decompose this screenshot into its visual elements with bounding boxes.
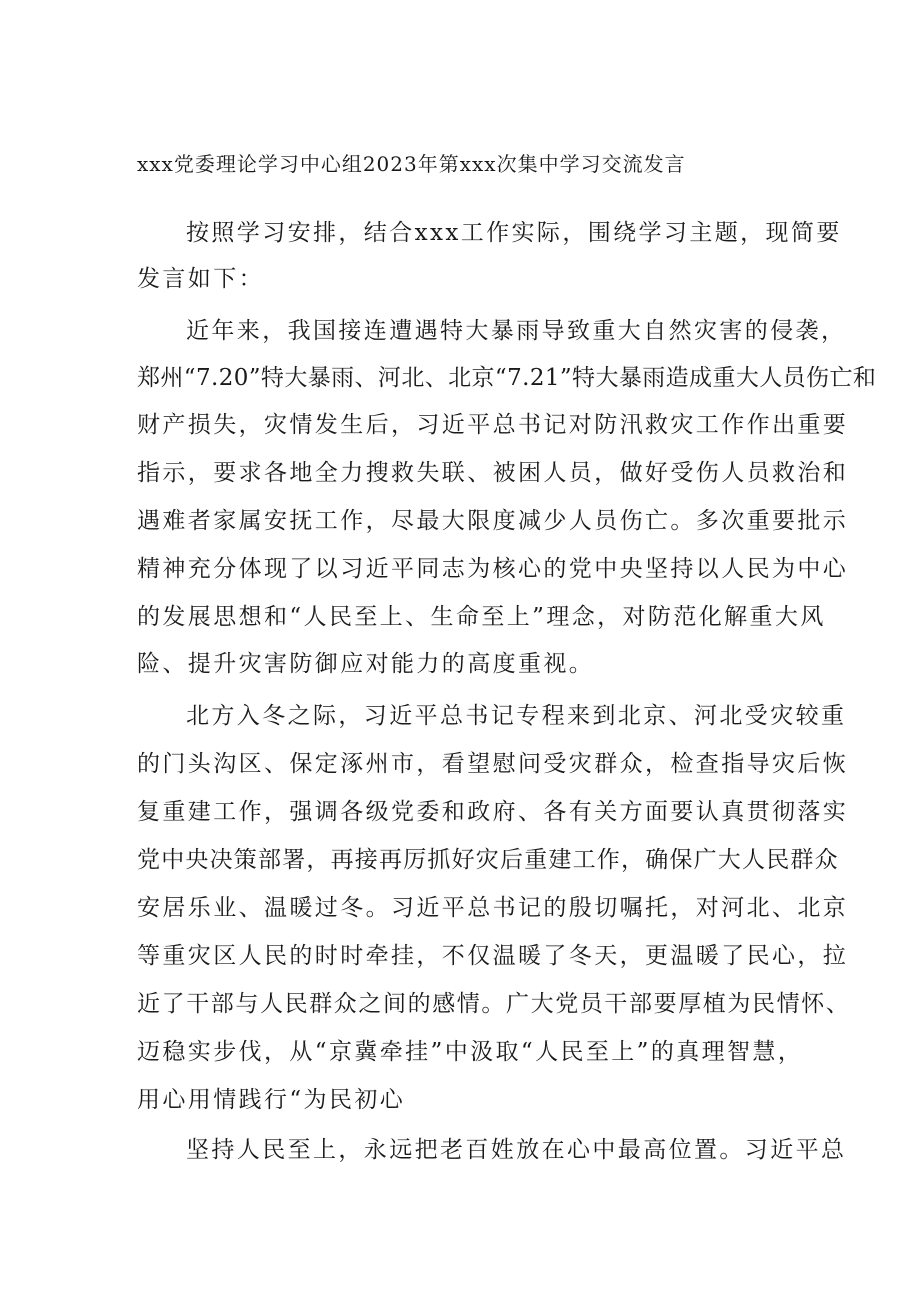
paragraph-3-line-4: 党中央决策部署，再接再厉抓好灾后重建工作，确保广大人民群众 — [137, 847, 839, 873]
paragraph-3-line-8: 迈稳实步伐，从“京冀牵挂”中汲取“人民至上”的真理智慧， — [137, 1039, 804, 1065]
paragraph-4-line-1: 坚持人民至上，永远把老百姓放在心中最高位置。习近平总 — [186, 1137, 847, 1163]
paragraph-2-line-4: 指示，要求各地全力搜救失联、被困人员，做好受伤人员救治和 — [137, 460, 849, 486]
paragraph-3-line-5: 安居乐业、温暖过冬。习近平总书记的殷切嘱托，对河北、北京 — [137, 895, 849, 921]
document-title: xxx党委理论学习中心组2023年第xxx次集中学习交流发言 — [137, 152, 686, 176]
paragraph-2-line-8: 险、提升灾害防御应对能力的高度重视。 — [137, 651, 595, 677]
paragraph-2-line-2: 郑州“7.20”特大暴雨、河北、北京“7.21”特大暴雨造成重大人员伤亡和 — [137, 365, 877, 391]
paragraph-2-line-3: 财产损失，灾情发生后，习近平总书记对防汛救灾工作作出重要 — [137, 412, 849, 438]
paragraph-2-line-5: 遇难者家属安抚工作，尽最大限度减少人员伤亡。多次重要批示 — [137, 508, 849, 534]
paragraph-3-line-7: 近了干部与人民群众之间的感情。广大党员干部要厚植为民情怀、 — [137, 991, 851, 1017]
paragraph-2-line-6: 精神充分体现了以习近平同志为核心的党中央坚持以人民为中心 — [137, 556, 849, 582]
paragraph-3-line-9: 用心用情践行“为民初心 — [137, 1087, 406, 1113]
paragraph-3-line-3: 复重建工作，强调各级党委和政府、各有关方面要认真贯彻落实 — [137, 799, 849, 825]
paragraph-3-line-1: 北方入冬之际，习近平总书记专程来到北京、河北受灾较重 — [186, 703, 847, 729]
paragraph-1-line-2: 发言如下： — [137, 266, 264, 292]
paragraph-2-line-7: 的发展思想和“人民至上、生命至上”理念，对防范化解重大风 — [137, 604, 826, 630]
paragraph-3-line-6: 等重灾区人民的时时牵挂，不仅温暖了冬天，更温暖了民心，拉 — [137, 943, 849, 969]
paragraph-1-line-1: 按照学习安排，结合xxx工作实际，围绕学习主题，现简要 — [186, 220, 842, 246]
paragraph-2-line-1: 近年来，我国接连遭遇特大暴雨导致重大自然灾害的侵袭， — [186, 318, 847, 344]
paragraph-3-line-2: 的门头沟区、保定涿州市，看望慰问受灾群众，检查指导灾后恢 — [137, 751, 849, 777]
